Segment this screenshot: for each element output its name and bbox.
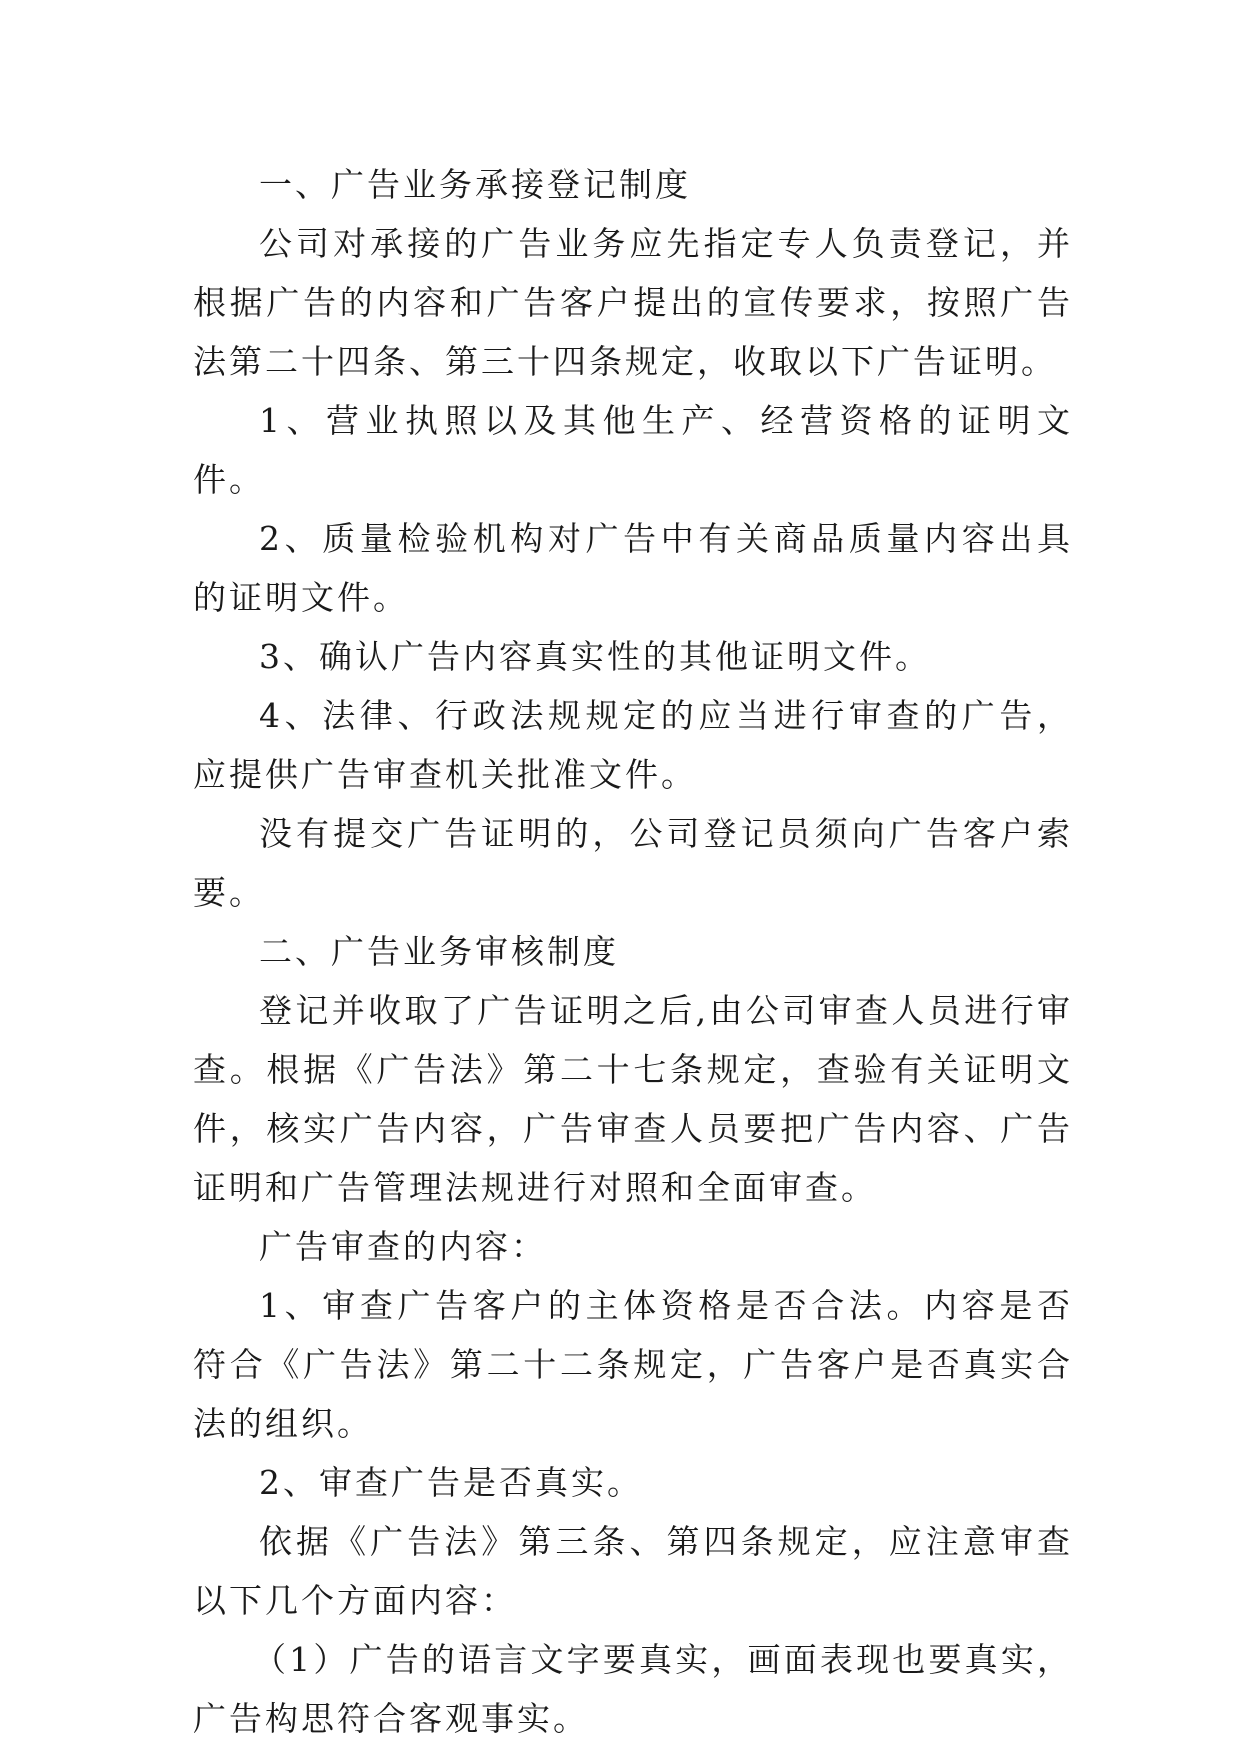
list-item-subject-qualification: 1、审查广告客户的主体资格是否合法。内容是否符合《广告法》第二十二条规定，广告客户是否真实合法的组织。 bbox=[193, 1286, 1073, 1443]
section-heading-registration: 一、广告业务承接登记制度 bbox=[259, 165, 691, 204]
list-item-quality-inspection: 2、质量检验机构对广告中有关商品质量内容出具的证明文件。 bbox=[193, 519, 1073, 617]
section-heading-review: 二、广告业务审核制度 bbox=[259, 932, 619, 971]
paragraph-registration-intro: 公司对承接的广告业务应先指定专人负责登记，并根据广告的内容和广告客户提出的宣传要求，按照广告法第二十四条、第三十四条规定，收取以下广告证明。 bbox=[193, 224, 1073, 381]
sub-item-language-truthful: （1）广告的语言文字要真实，画面表现也要真实，广告构思符合客观事实。 bbox=[193, 1640, 1073, 1738]
paragraph-review-intro: 登记并收取了广告证明之后,由公司审查人员进行审查。根据《广告法》第二十七条规定，查验有关证明文件，核实广告内容，广告审查人员要把广告内容、广告证明和广告管理法规进行对照和全面审查。 bbox=[193, 991, 1073, 1207]
paragraph-review-aspects: 依据《广告法》第三条、第四条规定，应注意审查以下几个方面内容： bbox=[193, 1522, 1073, 1620]
paragraph-review-content-heading: 广告审查的内容： bbox=[259, 1227, 547, 1266]
list-item-authenticity-review: 2、审查广告是否真实。 bbox=[259, 1463, 643, 1502]
paragraph-missing-proof: 没有提交广告证明的，公司登记员须向广告客户索要。 bbox=[193, 814, 1073, 912]
list-item-business-license: 1、营业执照以及其他生产、经营资格的证明文件。 bbox=[193, 401, 1073, 499]
list-item-approval-documents: 4、法律、行政法规规定的应当进行审查的广告，应提供广告审查机关批准文件。 bbox=[193, 696, 1073, 794]
document-body bbox=[193, 155, 1073, 1748]
list-item-authenticity-proof: 3、确认广告内容真实性的其他证明文件。 bbox=[259, 637, 931, 676]
